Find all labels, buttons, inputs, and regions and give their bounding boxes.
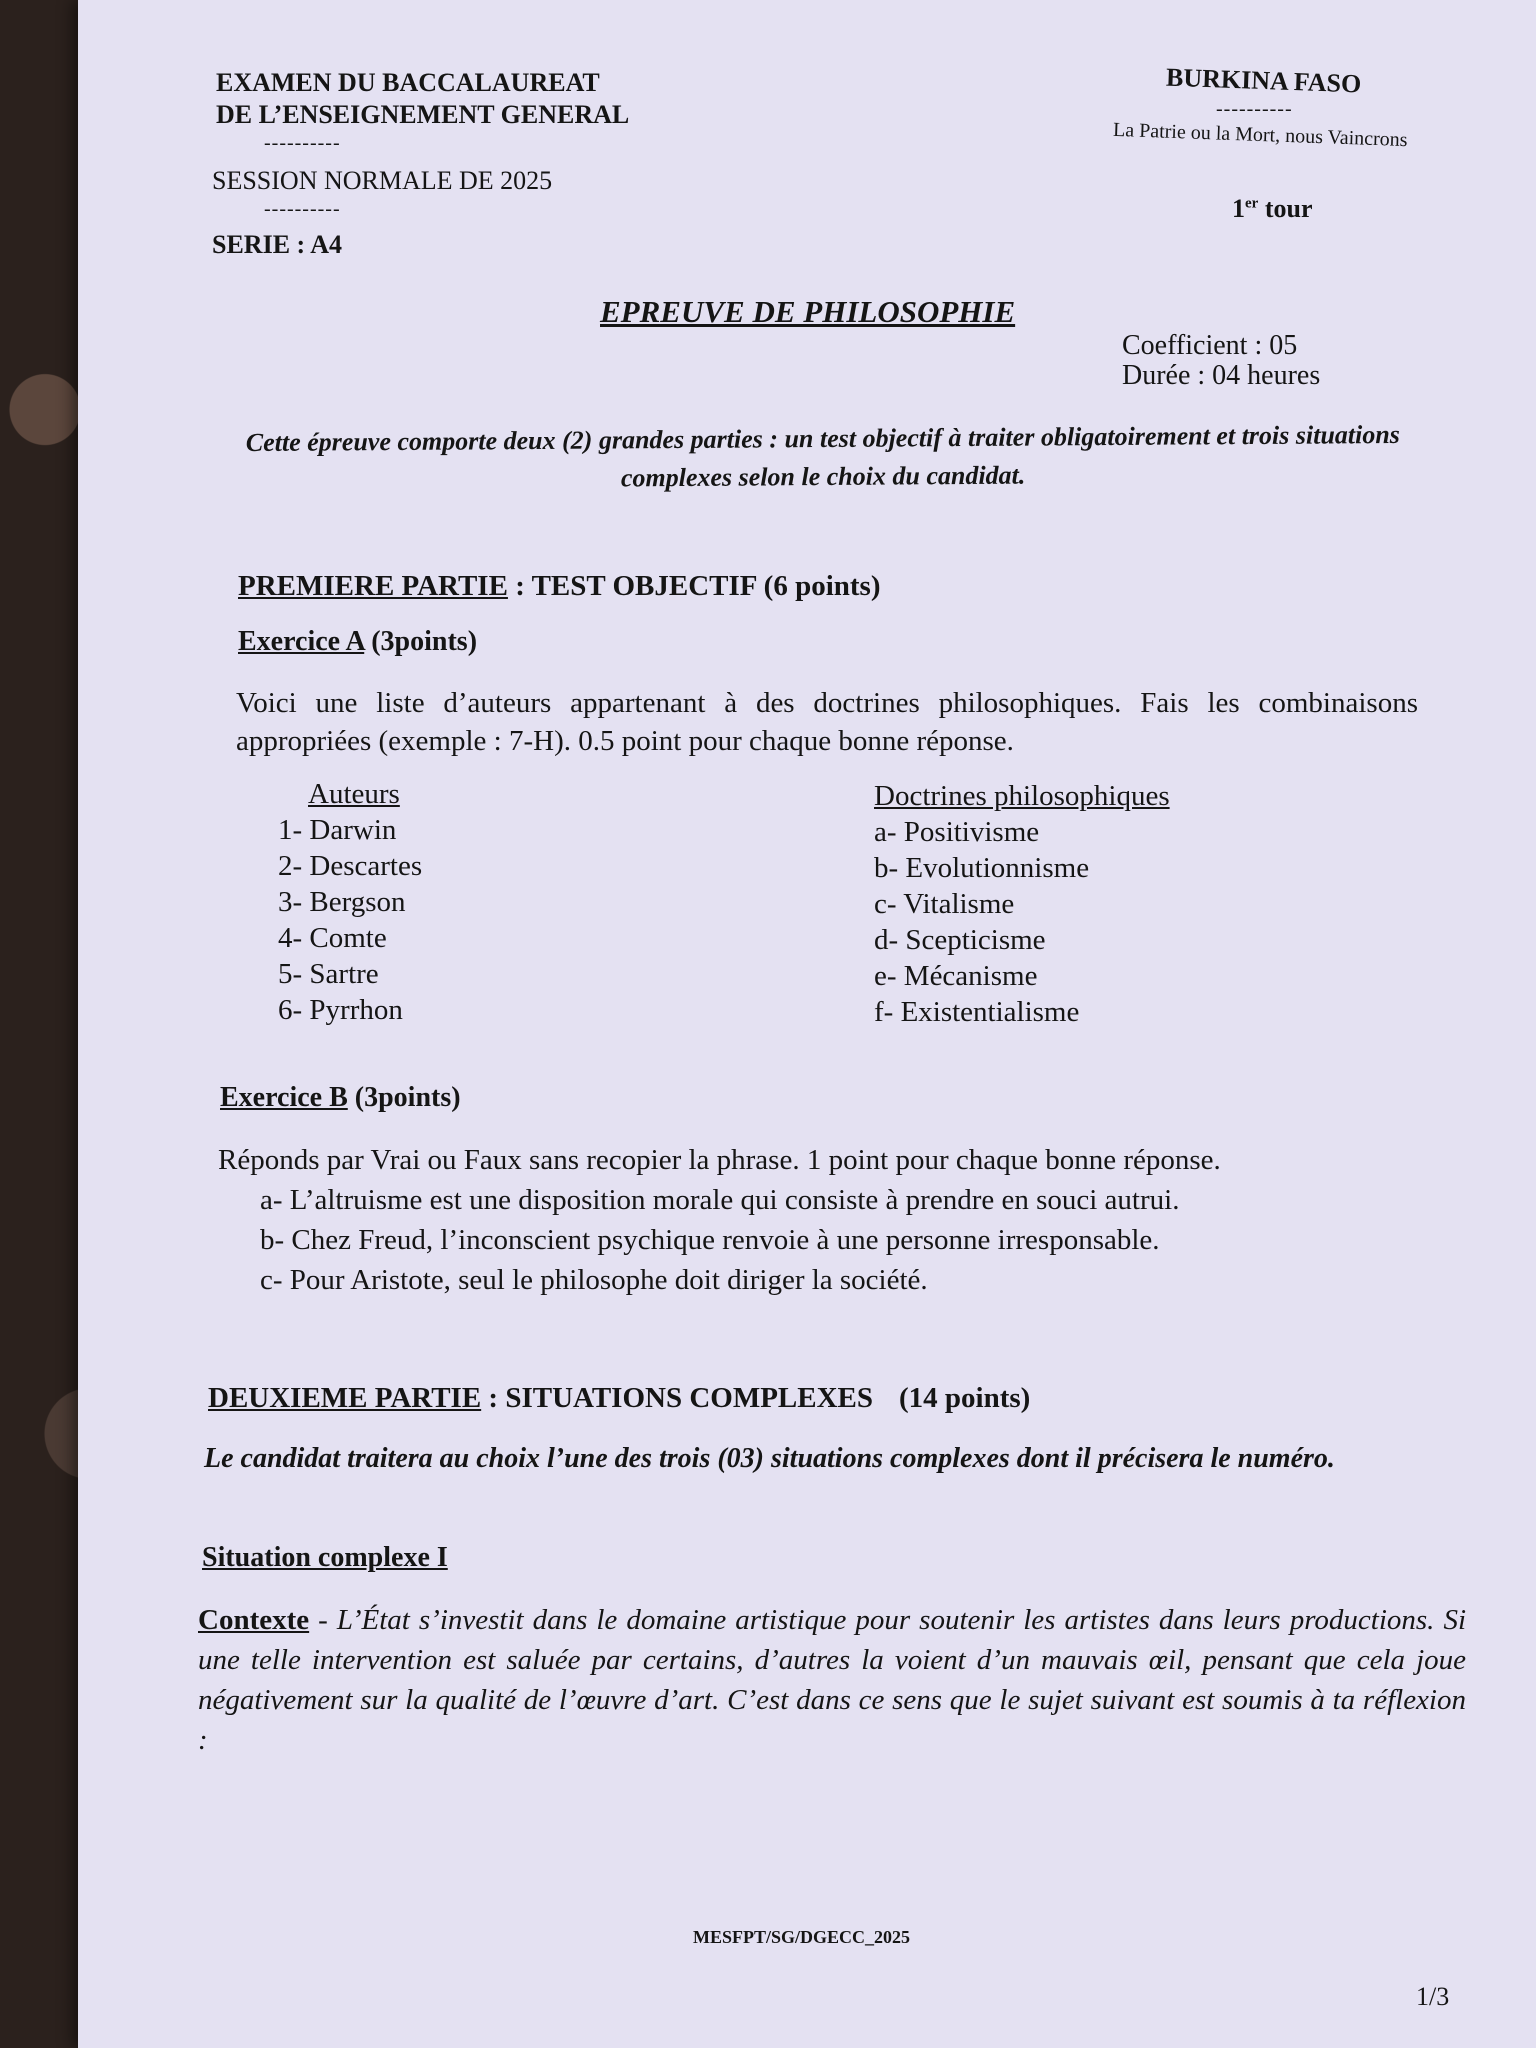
exam-title-line2: DE L’ENSEIGNEMENT GENERAL (216, 100, 630, 129)
coefficient: Coefficient : 05 (1122, 330, 1298, 361)
tour-label: 1er tour (1232, 194, 1313, 223)
list-item: 5- Sartre (278, 958, 379, 990)
authors-header: Auteurs (308, 778, 400, 810)
list-item: 2- Descartes (278, 850, 423, 882)
list-item: a- Positivisme (874, 816, 1040, 848)
list-item: f- Existentialisme (874, 996, 1080, 1028)
exercise-b-heading: Exercice B (3points) (220, 1082, 461, 1113)
context-paragraph: Contexte - L’État s’investit dans le domaine artistique pour soutenir les artistes dans leurs productions. Si une telle intervention est saluée par certains, d’autres la voient d’un mauvais œil, pensant que cela joue négativement sur la qualité de l’œuvre d’art. C’est dans ce sens que le sujet suivant est soumis à ta réflexion : (198, 1604, 1466, 1756)
list-item: d- Scepticisme (874, 924, 1046, 956)
authors-list (278, 776, 422, 1028)
list-item: b- Chez Freud, l’inconscient psychique renvoie à une personne irresponsable. (260, 1224, 1160, 1256)
doctrines-header: Doctrines philosophiques (874, 780, 1170, 812)
page-number: 1/3 (1416, 1982, 1450, 2011)
list-item: c- Pour Aristote, seul le philosophe doit diriger la société. (260, 1264, 928, 1296)
part1-heading: PREMIERE PARTIE : TEST OBJECTIF (6 points) (238, 570, 881, 602)
list-item: a- L’altruisme est une disposition morale qui consiste à prendre en souci autrui. (260, 1184, 1180, 1216)
session-label: SESSION NORMALE DE 2025 (212, 166, 553, 195)
list-item: 6- Pyrrhon (278, 994, 403, 1026)
intro-paragraph: Cette épreuve comporte deux (2) grandes parties : un test objectif à traiter obligatoirement et trois situations complexes selon le choix du candidat. (245, 419, 1400, 493)
list-item: c- Vitalisme (874, 888, 1015, 920)
exercise-a-heading: Exercice A (3points) (238, 626, 478, 657)
list-item: 4- Comte (278, 922, 387, 954)
national-motto: La Patrie ou la Mort, nous Vaincrons (1112, 118, 1408, 152)
list-item: b- Evolutionnisme (874, 852, 1090, 884)
part2-heading: DEUXIEME PARTIE : SITUATIONS COMPLEXES (14 points) (208, 1382, 1031, 1414)
doctrines-list (874, 778, 1170, 1030)
part2-instruction: Le candidat traitera au choix l’une des trois (03) situations complexes dont il précisera le numéro. (204, 1443, 1335, 1474)
separator: ---------- (264, 198, 341, 220)
situation-title: Situation complexe I (202, 1542, 448, 1573)
exam-title-line1: EXAMEN DU BACCALAUREAT (216, 68, 600, 97)
duration: Durée : 04 heures (1122, 360, 1321, 391)
exam-sheet (78, 0, 1536, 2048)
exercise-b-instructions: Réponds par Vrai ou Faux sans recopier la phrase. 1 point pour chaque bonne réponse. (218, 1144, 1221, 1176)
true-false-list (260, 1180, 1179, 1300)
footer-code: MESFPT/SG/DGECC_2025 (693, 1927, 911, 1947)
country-name: BURKINA FASO (1165, 62, 1362, 99)
page-title: EPREUVE DE PHILOSOPHIE (600, 294, 1016, 329)
exercise-a-instructions: Voici une liste d’auteurs appartenant à des doctrines philosophiques. Fais les combinaisons appropriées (exemple : 7-H). 0.5 point pour chaque bonne réponse. (236, 687, 1418, 757)
list-item: e- Mécanisme (874, 960, 1038, 992)
separator: ---------- (1216, 98, 1293, 120)
serie-label: SERIE : A4 (212, 230, 343, 259)
list-item: 3- Bergson (278, 886, 406, 918)
list-item: 1- Darwin (278, 814, 397, 846)
separator: ---------- (264, 132, 341, 154)
